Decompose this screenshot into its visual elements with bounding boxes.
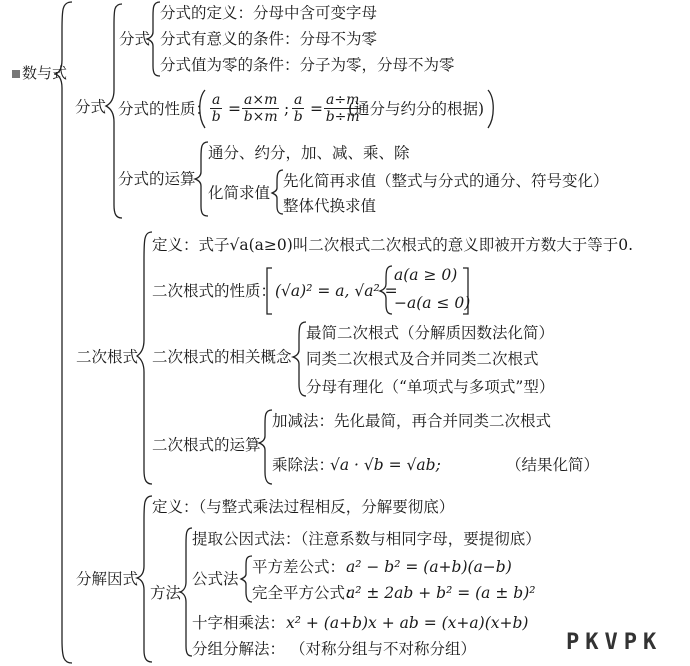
genshi-concepts-brace bbox=[293, 322, 306, 396]
fenshi-property-label: 分式的性质： bbox=[118, 100, 212, 118]
frac-den: b÷m bbox=[325, 109, 360, 125]
genshi-concept-2: 同类二次根式及合并同类二次根式 bbox=[306, 350, 539, 368]
genshi-concept-1: 最简二次根式（分解质因数法化简） bbox=[306, 324, 555, 342]
genshi-property-label: 二次根式的性质： bbox=[152, 282, 277, 300]
frac-den: b bbox=[293, 109, 303, 125]
fenshi-def-item-3: 分式值为零的条件：分子为零，分母不为零 bbox=[160, 56, 455, 74]
bullet-icon bbox=[12, 70, 20, 78]
frac-num: a÷m bbox=[326, 92, 360, 108]
genshi-abs-negative: −a(a ≤ 0) bbox=[394, 294, 471, 312]
root-brace bbox=[54, 2, 72, 663]
fenshi-property-note: (通分与约分的根据) bbox=[348, 100, 485, 118]
fenshi-prop-paren-right bbox=[488, 90, 493, 128]
fenshi-simplify-brace bbox=[272, 170, 283, 214]
equals-sign-1: = bbox=[228, 100, 241, 118]
genshi-ops-mul-note: （结果化简） bbox=[506, 456, 600, 474]
genshi-ops-brace bbox=[259, 410, 272, 484]
frac-den: b×m bbox=[243, 109, 278, 125]
root-label: 数与式 bbox=[22, 64, 68, 82]
yinshi-perfect-sq-label: 完全平方公式： bbox=[252, 584, 361, 602]
frac-a-over-b-2 bbox=[292, 92, 304, 125]
fenshi-def-item-1: 分式的定义：分母中含可变字母 bbox=[160, 4, 378, 22]
yinshi-group-note: （对称分组与不对称分组） bbox=[290, 640, 477, 658]
yinshi-methods-label: 方法 bbox=[150, 584, 182, 602]
frac-a-over-b-1 bbox=[210, 92, 222, 125]
semicolon: ; bbox=[284, 100, 290, 118]
genshi-definition: 定义：式子√a(a≥0)叫二次根式二次根式的意义即被开方数大于等于0. bbox=[152, 236, 634, 254]
yinshi-group-label: 分组分解法： bbox=[192, 640, 286, 658]
genshi-ops-add: 加减法：先化最简，再合并同类二次根式 bbox=[272, 412, 552, 430]
frac-den: b bbox=[211, 109, 221, 125]
yinshi-extract: 提取公因式法：（注意系数与相同字母，要提彻底） bbox=[192, 530, 541, 548]
frac-am-over-bm bbox=[242, 92, 279, 125]
yinshi-diff-sq-label: 平方差公式： bbox=[252, 558, 346, 576]
yinshi-formula-brace bbox=[241, 556, 252, 602]
genshi-sqrt-property: (√a)² = a, √a² = bbox=[275, 282, 398, 300]
genshi-mul-rule: √a · √b = √ab; bbox=[330, 456, 441, 474]
genshi-ops-mul-prefix: 乘除法： bbox=[272, 456, 335, 474]
fenshi-ops-brace bbox=[195, 142, 208, 216]
genshi-abs-positive: a(a ≥ 0) bbox=[394, 266, 458, 284]
fenshi-def-item-2: 分式有意义的条件：分母不为零 bbox=[160, 30, 378, 48]
genshi-brace bbox=[137, 232, 152, 484]
frac-num: a×m bbox=[244, 92, 278, 108]
fenshi-simplify-item-1: 先化简再求值（整式与分式的通分、符号变化） bbox=[283, 172, 609, 190]
genshi-concept-3: 分母有理化（“单项式与多项式”型） bbox=[306, 378, 555, 396]
frac-num: a bbox=[294, 92, 303, 108]
yinshi-brace bbox=[137, 496, 152, 662]
fenshi-ops-label: 分式的运算 bbox=[118, 170, 196, 188]
yinshi-cross-label: 十字相乘法： bbox=[192, 614, 286, 632]
yinshi-cross-formula: x² + (a+b)x + ab = (x+a)(x+b) bbox=[286, 614, 529, 632]
equals-sign-2: = bbox=[310, 100, 323, 118]
yinshi-formula-label: 公式法 bbox=[192, 570, 239, 588]
yinshi-definition: 定义：（与整式乘法过程相反，分解要彻底） bbox=[152, 498, 455, 516]
yinshi-diff-sq-formula: a² − b² = (a+b)(a−b) bbox=[346, 558, 512, 576]
watermark-logo: PKVPK bbox=[566, 630, 663, 655]
fenshi-simplify-label: 化简求值 bbox=[208, 184, 271, 202]
frac-num: a bbox=[212, 92, 221, 108]
root-title bbox=[12, 64, 67, 82]
yinshi-title: 分解因式 bbox=[76, 570, 139, 588]
yinshi-perfect-sq-formula: a² ± 2ab + b² = (a ± b)² bbox=[346, 584, 536, 602]
fenshi-simplify-item-2: 整体代换求值 bbox=[283, 197, 377, 215]
fenshi-def-group-title: 分式 bbox=[119, 30, 151, 48]
genshi-concepts-label: 二次根式的相关概念 bbox=[152, 348, 292, 366]
fenshi-title: 分式 bbox=[75, 98, 107, 116]
genshi-ops-label: 二次根式的运算 bbox=[152, 436, 261, 454]
fenshi-ops-item-1: 通分、约分，加、减、乘、除 bbox=[208, 144, 410, 162]
genshi-title: 二次根式 bbox=[76, 348, 139, 366]
yinshi-methods-brace bbox=[180, 528, 192, 656]
